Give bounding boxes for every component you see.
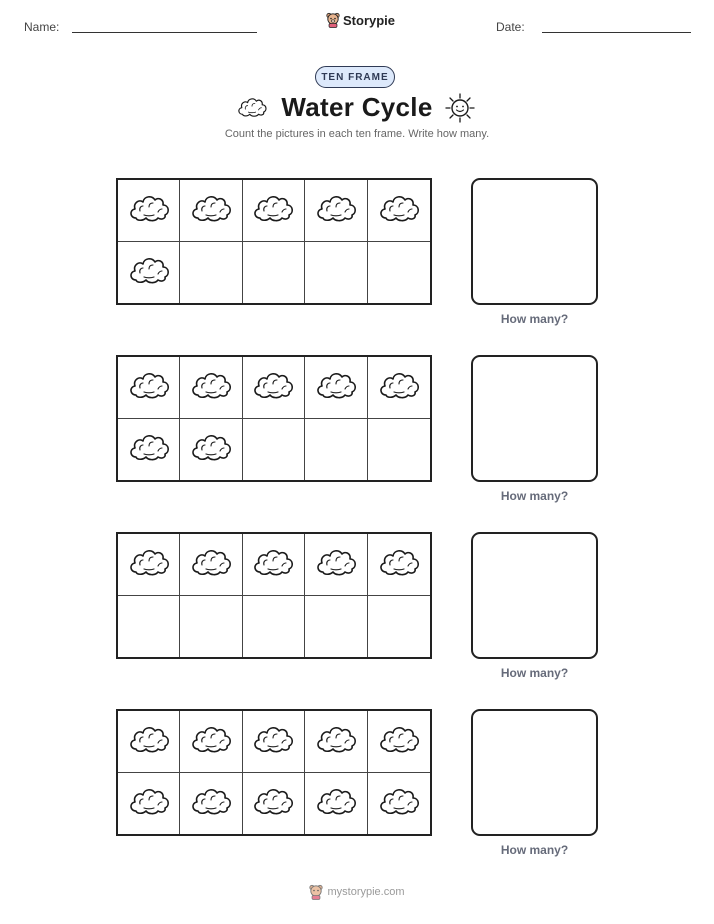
ten-frame-cell xyxy=(368,180,430,242)
cloud-icon xyxy=(189,432,233,467)
name-line[interactable] xyxy=(72,32,257,33)
cloud-icon xyxy=(314,547,358,582)
worksheet-type-badge: TEN FRAME xyxy=(315,66,395,88)
answer-box[interactable] xyxy=(471,178,598,305)
ten-frame-cell xyxy=(118,180,180,242)
cloud-icon xyxy=(189,786,233,821)
ten-frame-cell xyxy=(118,242,180,304)
how-many-label: How many? xyxy=(500,666,569,680)
cloud-icon xyxy=(377,193,421,228)
cloud-icon xyxy=(189,370,233,405)
ten-frame-cell xyxy=(180,180,242,242)
how-many-label: How many? xyxy=(500,312,569,326)
ten-frame-cell xyxy=(180,242,242,304)
ten-frame-cell xyxy=(118,419,180,481)
cloud-icon xyxy=(127,255,171,290)
ten-frame-cell xyxy=(368,242,430,304)
answer-box[interactable] xyxy=(471,355,598,482)
date-label: Date: xyxy=(496,20,525,34)
ten-frame-cell xyxy=(368,773,430,835)
cloud-icon xyxy=(314,786,358,821)
ten-frame-cell xyxy=(243,180,305,242)
ten-frame-cell xyxy=(305,534,367,596)
instructions: Count the pictures in each ten frame. Write how many. xyxy=(224,128,490,140)
ten-frame xyxy=(116,532,432,659)
cloud-icon xyxy=(127,370,171,405)
how-many-label: How many? xyxy=(500,843,569,857)
cloud-icon xyxy=(189,547,233,582)
cloud-icon xyxy=(251,547,295,582)
ten-frame-cell xyxy=(118,773,180,835)
cloud-icon xyxy=(251,370,295,405)
cloud-icon xyxy=(314,193,358,228)
how-many-label: How many? xyxy=(500,489,569,503)
sun-icon xyxy=(444,92,476,129)
cloud-icon xyxy=(251,786,295,821)
brand-name: Storypie xyxy=(343,12,396,28)
ten-frame-cell xyxy=(243,419,305,481)
ten-frame-cell xyxy=(305,357,367,419)
cloud-icon xyxy=(314,724,358,759)
cloud-icon xyxy=(251,193,295,228)
ten-frame-cell xyxy=(180,711,242,773)
cloud-icon xyxy=(127,432,171,467)
cloud-icon xyxy=(189,193,233,228)
cloud-icon xyxy=(377,724,421,759)
ten-frame-cell xyxy=(118,534,180,596)
ten-frame-cell xyxy=(243,711,305,773)
footer xyxy=(0,884,714,900)
bear-mascot-icon xyxy=(309,884,323,900)
bear-mascot-icon xyxy=(326,12,340,28)
ten-frame xyxy=(116,709,432,836)
answer-box[interactable] xyxy=(471,532,598,659)
ten-frame-cell xyxy=(368,534,430,596)
ten-frame-cell xyxy=(180,357,242,419)
cloud-icon xyxy=(251,724,295,759)
ten-frame-cell xyxy=(180,596,242,658)
cloud-icon xyxy=(377,547,421,582)
ten-frame-cell xyxy=(368,419,430,481)
ten-frame-cell xyxy=(243,242,305,304)
cloud-icon xyxy=(127,724,171,759)
ten-frame-cell xyxy=(118,357,180,419)
ten-frame-cell xyxy=(180,419,242,481)
cloud-icon xyxy=(127,547,171,582)
ten-frame-cell xyxy=(305,596,367,658)
ten-frame-cell xyxy=(243,357,305,419)
ten-frame-cell xyxy=(243,534,305,596)
ten-frame xyxy=(116,355,432,482)
ten-frame-cell xyxy=(305,180,367,242)
ten-frame-cell xyxy=(118,711,180,773)
date-line[interactable] xyxy=(542,32,691,33)
ten-frame-cell xyxy=(243,596,305,658)
cloud-icon xyxy=(189,724,233,759)
ten-frame-cell xyxy=(243,773,305,835)
cloud-icon xyxy=(127,786,171,821)
name-label: Name: xyxy=(24,20,60,34)
page-title: Water Cycle xyxy=(281,92,433,122)
ten-frame-cell xyxy=(305,773,367,835)
cloud-icon xyxy=(127,193,171,228)
ten-frame-cell xyxy=(305,419,367,481)
ten-frame-cell xyxy=(305,242,367,304)
ten-frame-cell xyxy=(118,596,180,658)
ten-frame-cell xyxy=(368,711,430,773)
answer-box[interactable] xyxy=(471,709,598,836)
cloud-icon xyxy=(377,786,421,821)
ten-frame-cell xyxy=(180,773,242,835)
ten-frame-cell xyxy=(180,534,242,596)
footer-site: mystorypie.com xyxy=(327,886,405,898)
ten-frame xyxy=(116,178,432,305)
brand-logo xyxy=(326,12,395,28)
ten-frame-cell xyxy=(305,711,367,773)
ten-frame-cell xyxy=(368,596,430,658)
cloud-icon xyxy=(377,370,421,405)
cloud-icon xyxy=(314,370,358,405)
ten-frame-cell xyxy=(368,357,430,419)
